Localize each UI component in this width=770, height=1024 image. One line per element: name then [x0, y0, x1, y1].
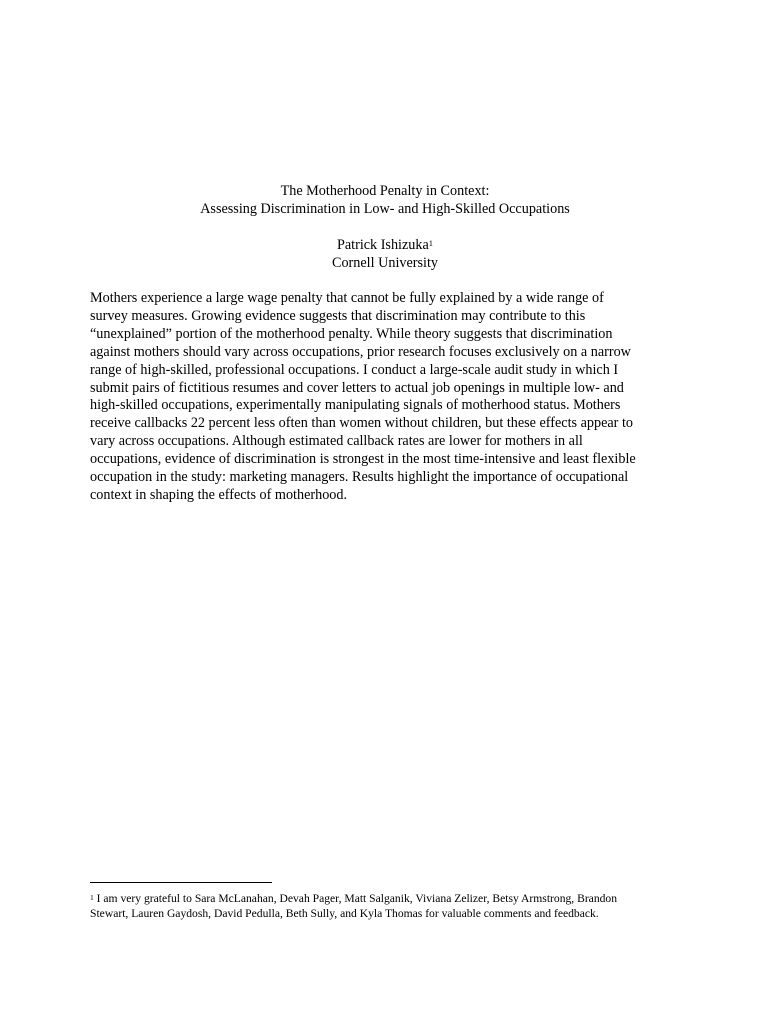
abstract-line: against mothers should vary across occupations, prior research focuses exclusively on a narrow: [90, 343, 631, 360]
affiliation: Cornell University: [332, 255, 438, 271]
abstract-line: context in shaping the effects of motherhood.: [90, 486, 348, 503]
abstract-line: high-skilled occupations, experimentally manipulating signals of motherhood status. Mothers: [90, 397, 621, 414]
footnote: [90, 891, 680, 921]
abstract-line: submit pairs of fictitious resumes and cover letters to actual job openings in multiple low- and: [90, 379, 624, 396]
abstract-line: receive callbacks 22 percent less often than women without children, but these effects appear to: [90, 415, 633, 432]
author-block: [0, 236, 770, 272]
abstract-line: “unexplained” portion of the motherhood penalty. While theory suggests that discrimination: [90, 325, 613, 342]
paper-title-line-1: The Motherhood Penalty in Context:: [280, 183, 490, 199]
abstract-line: occupations, evidence of discrimination is strongest in the most time-intensive and least flexible: [90, 451, 636, 468]
author-footnote-marker: 1: [428, 238, 434, 248]
abstract-line: occupation in the study: marketing managers. Results highlight the importance of occupational: [90, 469, 629, 486]
footnote-marker: 1: [90, 893, 94, 902]
footnote-text-1: I am very grateful to Sara McLanahan, Devah Pager, Matt Salganik, Viviana Zelizer, Betsy Armstrong, Brandon: [93, 892, 618, 905]
footnote-divider: [90, 882, 272, 883]
footnote-line-2: Stewart, Lauren Gaydosh, David Pedulla, Beth Sully, and Kyla Thomas for valuable comments and feedback.: [90, 907, 599, 920]
abstract-paragraph: [90, 290, 675, 505]
abstract-line: vary across occupations. Although estimated callback rates are lower for mothers in all: [90, 433, 583, 450]
author-name: Patrick Ishizuka: [336, 237, 429, 253]
abstract-line: range of high-skilled, professional occupations. I conduct a large-scale audit study in which I: [90, 361, 619, 378]
abstract-line: survey measures. Growing evidence suggests that discrimination may contribute to this: [90, 307, 586, 324]
abstract-line: Mothers experience a large wage penalty that cannot be fully explained by a wide range of: [90, 290, 604, 306]
author-line: [0, 236, 770, 254]
title-block: [0, 182, 770, 218]
paper-title-line-2: Assessing Discrimination in Low- and High-Skilled Occupations: [200, 201, 570, 217]
footnote-line-1: [90, 891, 680, 906]
